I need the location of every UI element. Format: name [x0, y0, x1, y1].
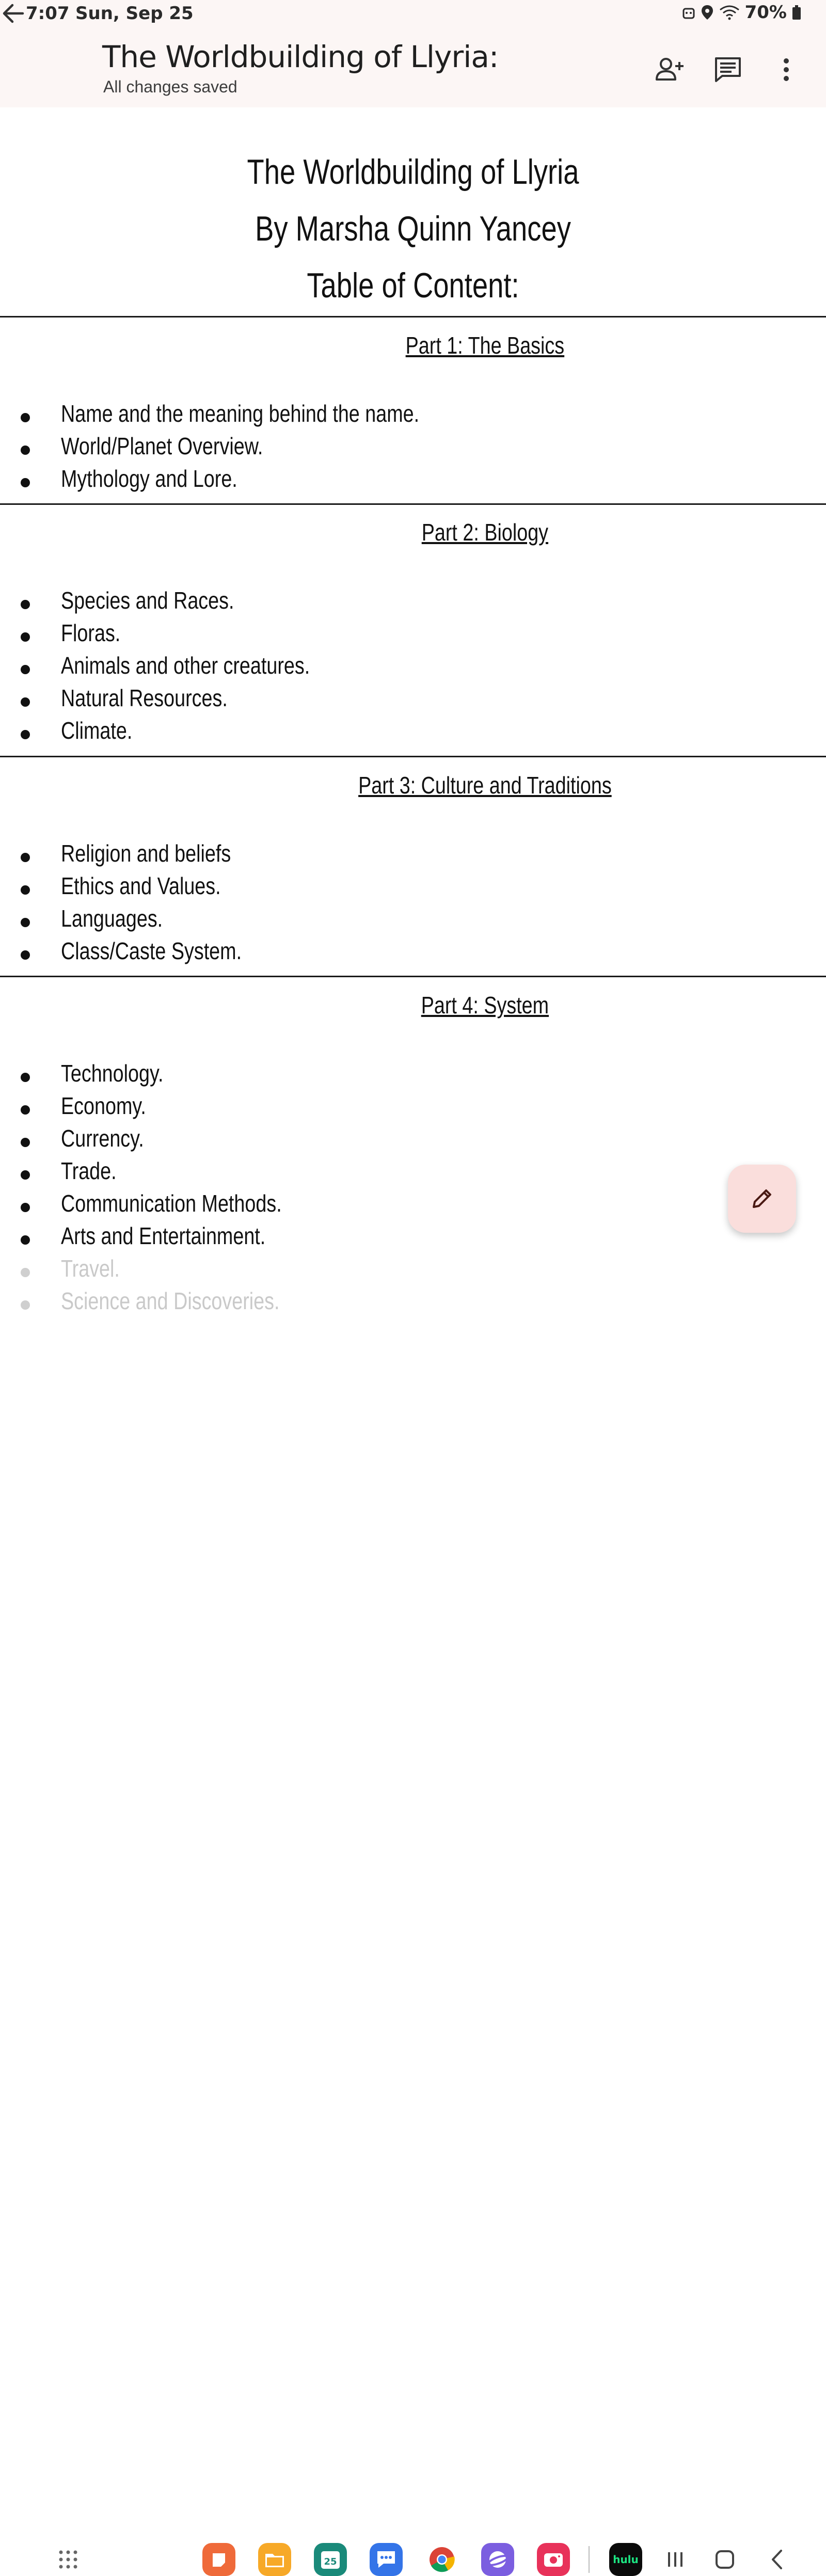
section-heading: Part 1: The Basics — [405, 332, 565, 359]
edit-fab-button[interactable] — [728, 1165, 796, 1233]
pencil-icon — [750, 1186, 774, 1211]
battery-percent: 70% — [744, 2, 787, 23]
section-heading: Part 4: System — [421, 992, 549, 1019]
add-person-icon[interactable] — [652, 52, 688, 88]
taskbar — [0, 1265, 826, 2567]
section-divider — [0, 503, 826, 505]
more-options-icon[interactable] — [768, 52, 804, 88]
battery-icon — [792, 5, 801, 20]
hulu-icon[interactable] — [609, 2543, 642, 2576]
status-date: Sun, Sep 25 — [75, 3, 194, 24]
comment-icon[interactable] — [710, 52, 746, 88]
section-divider — [0, 976, 826, 977]
calendar-day-text: 25 — [324, 2556, 337, 2567]
files-icon[interactable] — [258, 2543, 291, 2576]
calendar-icon[interactable] — [314, 2543, 347, 2576]
doc-toc-heading: Table of Content: — [307, 266, 519, 305]
home-icon[interactable] — [712, 2547, 737, 2572]
android-icon — [682, 5, 695, 20]
google-keep-icon[interactable] — [202, 2543, 235, 2576]
recents-icon[interactable] — [663, 2547, 688, 2572]
back-nav-icon[interactable] — [764, 2547, 789, 2572]
status-time: 7:07 — [26, 3, 70, 24]
wifi-icon — [719, 5, 740, 20]
section-heading: Part 2: Biology — [421, 519, 549, 546]
section-heading: Part 3: Culture and Traditions — [358, 772, 612, 799]
status-bar — [0, 0, 826, 29]
status-icons — [682, 2, 801, 23]
camera-icon[interactable] — [537, 2543, 570, 2576]
doc-author-line: By Marsha Quinn Yancey — [255, 209, 571, 248]
app-drawer-icon[interactable] — [52, 2543, 85, 2576]
taskbar-divider — [587, 2546, 591, 2573]
samsung-internet-icon[interactable] — [481, 2543, 514, 2576]
doc-title-line: The Worldbuilding of Llyria — [247, 152, 579, 192]
document-title: The Worldbuilding of Llyria: — [102, 39, 499, 74]
top-app-bar — [0, 0, 826, 107]
messages-icon[interactable] — [370, 2543, 403, 2576]
location-icon — [701, 4, 714, 21]
section-divider — [0, 316, 826, 317]
save-status: All changes saved — [103, 77, 237, 96]
chrome-icon[interactable] — [425, 2543, 458, 2576]
section-divider — [0, 756, 826, 757]
hulu-label: hulu — [613, 2553, 639, 2566]
